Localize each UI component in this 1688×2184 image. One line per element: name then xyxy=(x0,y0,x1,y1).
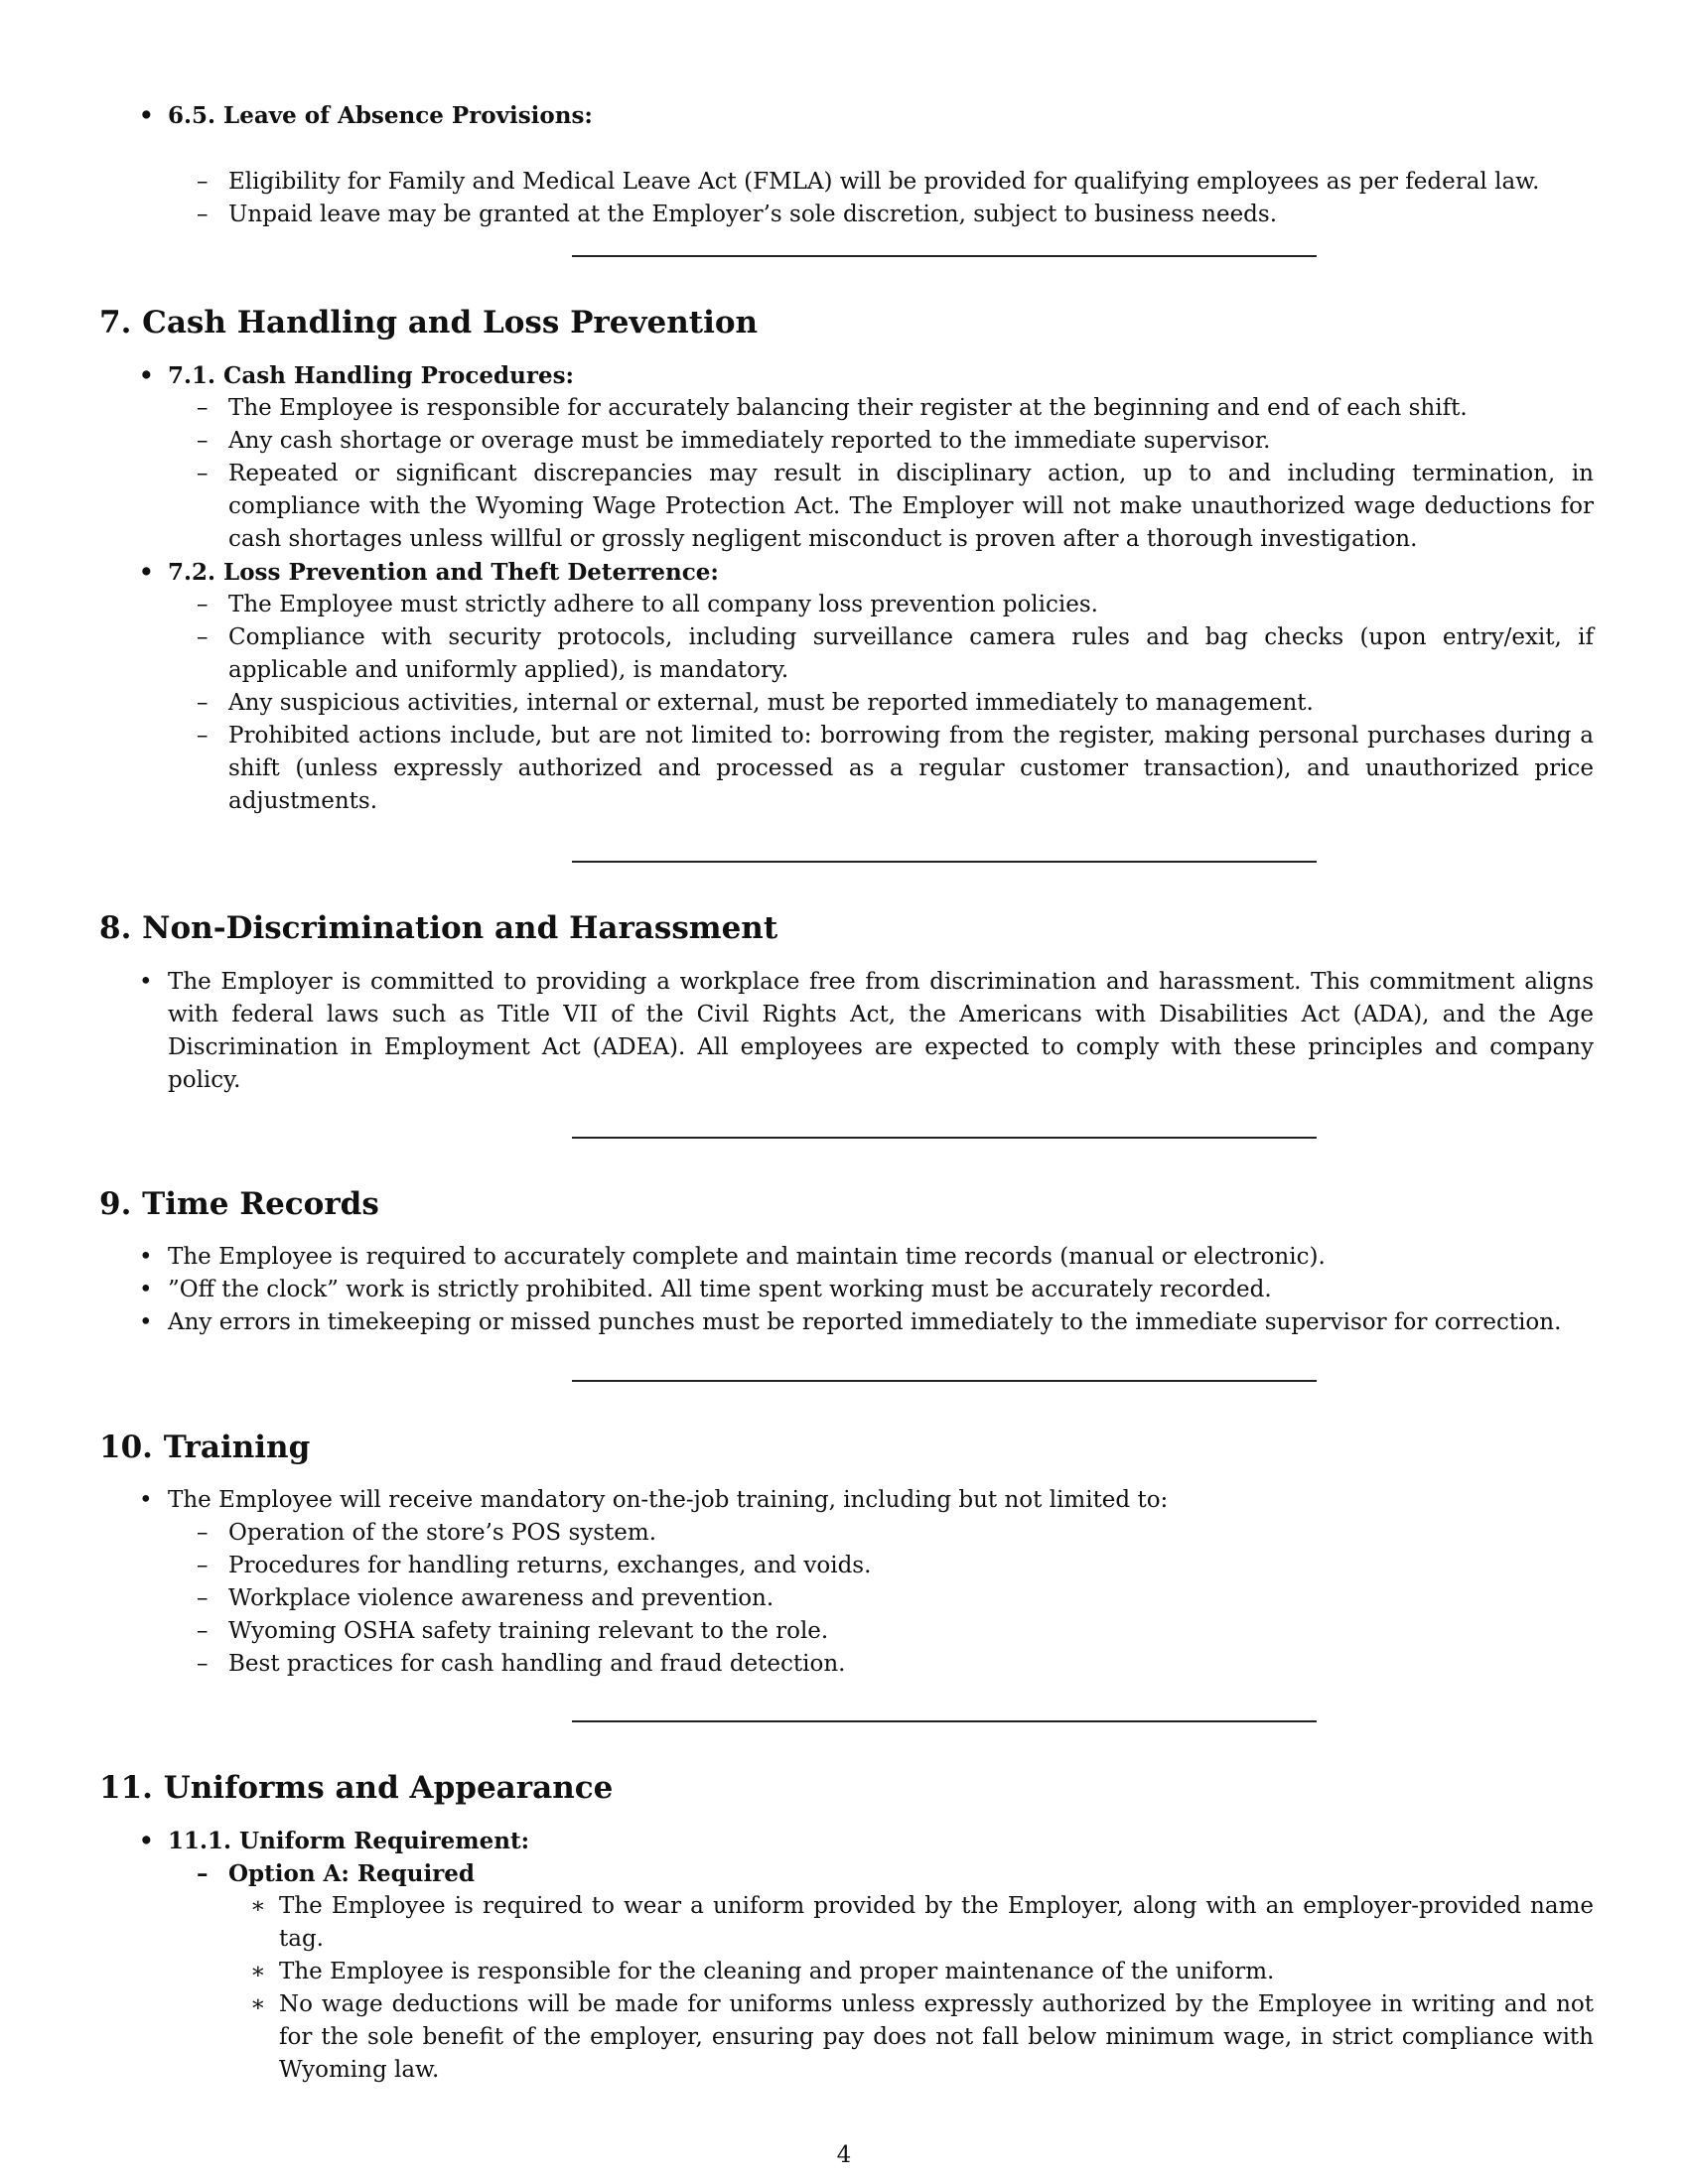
subsection-heading-7-1: • 7.1. Cash Handling Procedures: xyxy=(99,359,1594,392)
section-title-8: 8. Non-Discrimination and Harassment xyxy=(99,910,778,946)
list-item: • Any errors in timekeeping or missed punches must be reported immediately to the immediate supervisor for correction. xyxy=(99,1306,1594,1339)
list-item: – Procedures for handling returns, exchanges, and voids. xyxy=(99,1550,1594,1582)
list-item: • The Employee is required to accurately complete and maintain time records (manual or electronic). xyxy=(99,1241,1594,1274)
section-title-11: 11. Uniforms and Appearance xyxy=(99,1770,614,1806)
section-10-body xyxy=(99,1484,1594,1681)
section-divider xyxy=(572,255,1317,257)
list-item: – Repeated or significant discrepancies may result in disciplinary action, up to and including termination, in compliance with the Wyoming Wage Protection Act. The Employer will not make unauthorized wage deductions for cash shortages unless willful or grossly negligent misconduct is proven after a thorough investigation. xyxy=(99,458,1594,556)
list-item: – Prohibited actions include, but are not limited to: borrowing from the register, making personal purchases during a shift (unless expressly authorized and processed as a regular customer transaction), and unauthorized price adjustments. xyxy=(99,720,1594,818)
list-item: – Eligibility for Family and Medical Leave Act (FMLA) will be provided for qualifying employees as per federal law. xyxy=(99,166,1594,199)
list-item: – Workplace violence awareness and prevention. xyxy=(99,1582,1594,1615)
section-divider xyxy=(572,861,1317,863)
section-8-body xyxy=(99,966,1594,1097)
list-item: – Wyoming OSHA safety training relevant to the role. xyxy=(99,1615,1594,1648)
list-item: • ”Off the clock” work is strictly prohibited. All time spent working must be accurately recorded. xyxy=(99,1274,1594,1306)
list-item: – Operation of the store’s POS system. xyxy=(99,1517,1594,1550)
list-item: – The Employee is responsible for accurately balancing their register at the beginning and end of each shift. xyxy=(99,392,1594,425)
option-heading: – Option A: Required xyxy=(99,1857,1594,1890)
section-divider xyxy=(572,1137,1317,1139)
list-item: ∗ The Employee is required to wear a uniform provided by the Employer, along with an employer-provided name tag. xyxy=(99,1890,1594,1956)
section-6-5 xyxy=(99,99,1594,231)
list-item: – Any suspicious activities, internal or external, must be reported immediately to management. xyxy=(99,687,1594,720)
list-item: – Unpaid leave may be granted at the Employer’s sole discretion, subject to business needs. xyxy=(99,199,1594,231)
section-title-9: 9. Time Records xyxy=(99,1186,379,1222)
page-number: 4 xyxy=(836,2142,852,2168)
list-item: ∗ No wage deductions will be made for uniforms unless expressly authorized by the Employee in writing and not for the sole benefit of the employer, ensuring pay does not fall below minimum wage, in strict compliance with Wyoming law. xyxy=(99,1988,1594,2087)
list-item: • The Employer is committed to providing a workplace free from discrimination and harassment. This commitment aligns with federal laws such as Title VII of the Civil Rights Act, the Americans with Disabilities Act (ADA), and the Age Discrimination in Employment Act (ADEA). All employees are expected to comply with these principles and company policy. xyxy=(99,966,1594,1097)
section-divider xyxy=(572,1380,1317,1382)
section-11-body xyxy=(99,1825,1594,2087)
list-item: ∗ The Employee is responsible for the cleaning and proper maintenance of the uniform. xyxy=(99,1956,1594,1988)
section-9-body xyxy=(99,1241,1594,1339)
list-item: – Best practices for cash handling and fraud detection. xyxy=(99,1648,1594,1681)
subsection-heading-11-1: • 11.1. Uniform Requirement: xyxy=(99,1825,1594,1857)
list-item: • The Employee will receive mandatory on-the-job training, including but not limited to: xyxy=(99,1484,1594,1517)
list-item: – The Employee must strictly adhere to all company loss prevention policies. xyxy=(99,589,1594,621)
section-title-7: 7. Cash Handling and Loss Prevention xyxy=(99,305,759,341)
subsection-heading-6-5: • 6.5. Leave of Absence Provisions: xyxy=(99,99,1594,132)
section-divider xyxy=(572,1720,1317,1722)
section-7-body xyxy=(99,359,1594,818)
subsection-heading-7-2: • 7.2. Loss Prevention and Theft Deterrence: xyxy=(99,556,1594,589)
list-item: – Any cash shortage or overage must be immediately reported to the immediate supervisor. xyxy=(99,425,1594,458)
list-item: – Compliance with security protocols, including surveillance camera rules and bag checks (upon entry/exit, if applicable and uniformly applied), is mandatory. xyxy=(99,621,1594,687)
section-title-10: 10. Training xyxy=(99,1430,311,1465)
